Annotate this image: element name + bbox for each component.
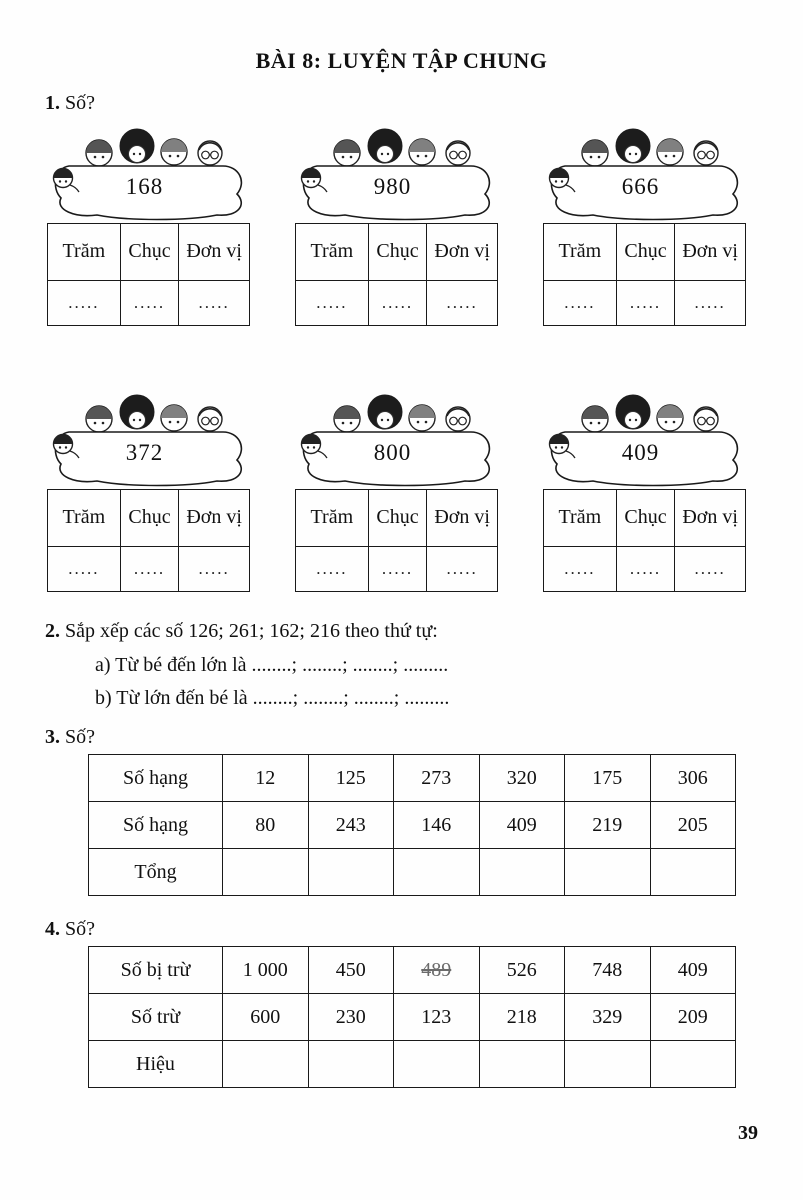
exercise-3-heading (45, 726, 95, 749)
table-row (89, 755, 736, 802)
hundreds-tens-units-table (543, 489, 746, 592)
col-header-tens: Chục (368, 224, 427, 281)
table-cell: 243 (308, 802, 394, 849)
table-row (89, 1041, 736, 1088)
hundreds-tens-units-table (47, 489, 250, 592)
number-card (543, 126, 746, 326)
exercise-2-text: Sắp xếp các số 126; 261; 162; 216 theo thứ tự: (65, 620, 438, 642)
col-header-tens: Chục (368, 490, 427, 547)
ex1-cards-row-1 (47, 126, 746, 326)
answer-cell: ..... (675, 281, 746, 326)
answer-cell: ..... (616, 547, 675, 592)
row-header: Số bị trừ (89, 947, 223, 994)
hundreds-tens-units-table (47, 223, 250, 326)
table-row (89, 994, 736, 1041)
exercise-2-number: 2. (45, 620, 60, 642)
table-row (89, 849, 736, 896)
children-illustration (295, 126, 498, 223)
answer-cell: ..... (368, 281, 427, 326)
number-card (543, 392, 746, 592)
table-cell: 306 (650, 755, 736, 802)
empty-answer-cell (479, 1041, 565, 1088)
table-cell: 125 (308, 755, 394, 802)
card-number: 800 (373, 440, 412, 465)
card-number: 666 (621, 174, 660, 199)
children-illustration (47, 126, 250, 223)
answer-cell: ..... (120, 547, 179, 592)
card-number: 980 (373, 174, 412, 199)
table-cell: 600 (223, 994, 309, 1041)
hundreds-tens-units-table (295, 489, 498, 592)
empty-answer-cell (479, 849, 565, 896)
exercise-2-line-a: a) Từ bé đến lớn là ........; ........; ........; ......... (95, 654, 449, 676)
table-cell: 748 (565, 947, 651, 994)
exercise-3-question: Số? (65, 726, 95, 748)
children-illustration (47, 392, 250, 489)
empty-answer-cell (223, 1041, 309, 1088)
table-cell: 80 (223, 802, 309, 849)
ex1-cards-row-2 (47, 392, 746, 592)
col-header-hundreds: Trăm (544, 490, 617, 547)
answer-cell: ..... (368, 547, 427, 592)
col-header-tens: Chục (120, 224, 179, 281)
answer-cell: ..... (427, 281, 498, 326)
empty-answer-cell (308, 849, 394, 896)
subtraction-table (88, 946, 736, 1088)
table-cell: 450 (308, 947, 394, 994)
empty-answer-cell (394, 849, 480, 896)
exercise-4-heading (45, 918, 95, 941)
exercise-2-heading (45, 620, 438, 643)
table-cell: 409 (650, 947, 736, 994)
answer-cell: ..... (544, 281, 617, 326)
table-cell: 1 000 (223, 947, 309, 994)
card-number: 168 (125, 174, 164, 199)
exercise-2-line-b: b) Từ lớn đến bé là ........; ........; ........; ......... (95, 687, 450, 709)
row-header: Số hạng (89, 802, 223, 849)
answer-cell: ..... (179, 547, 250, 592)
col-header-hundreds: Trăm (48, 224, 121, 281)
col-header-units: Đơn vị (675, 490, 746, 547)
number-card (47, 392, 250, 592)
number-card (47, 126, 250, 326)
table-cell: 329 (565, 994, 651, 1041)
number-card (295, 392, 498, 592)
table-cell: 219 (565, 802, 651, 849)
table-cell: 146 (394, 802, 480, 849)
row-header: Số trừ (89, 994, 223, 1041)
row-header: Số hạng (89, 755, 223, 802)
col-header-hundreds: Trăm (48, 490, 121, 547)
empty-answer-cell (308, 1041, 394, 1088)
row-header: Hiệu (89, 1041, 223, 1088)
table-cell: 218 (479, 994, 565, 1041)
exercise-4-number: 4. (45, 918, 60, 940)
table-cell: 123 (394, 994, 480, 1041)
exercise-1-question: Số? (65, 92, 95, 114)
answer-cell: ..... (48, 281, 121, 326)
table-cell: 409 (479, 802, 565, 849)
card-number: 409 (621, 440, 660, 465)
table-row (89, 947, 736, 994)
card-number: 372 (125, 440, 164, 465)
table-cell: 205 (650, 802, 736, 849)
col-header-units: Đơn vị (675, 224, 746, 281)
children-illustration (543, 126, 746, 223)
page-number: 39 (738, 1122, 758, 1144)
answer-cell: ..... (296, 547, 369, 592)
table-cell-smudged: 489 (394, 947, 480, 994)
table-cell: 230 (308, 994, 394, 1041)
col-header-units: Đơn vị (179, 224, 250, 281)
table-cell: 526 (479, 947, 565, 994)
children-illustration (543, 392, 746, 489)
addition-table (88, 754, 736, 896)
empty-answer-cell (223, 849, 309, 896)
exercise-3-number: 3. (45, 726, 60, 748)
col-header-tens: Chục (120, 490, 179, 547)
empty-answer-cell (650, 849, 736, 896)
col-header-tens: Chục (616, 224, 675, 281)
exercise-1-heading (45, 92, 95, 115)
col-header-units: Đơn vị (179, 490, 250, 547)
answer-cell: ..... (427, 547, 498, 592)
empty-answer-cell (394, 1041, 480, 1088)
hundreds-tens-units-table (543, 223, 746, 326)
table-row (89, 802, 736, 849)
page-title: BÀI 8: LUYỆN TẬP CHUNG (255, 48, 548, 73)
children-illustration (295, 392, 498, 489)
col-header-hundreds: Trăm (296, 224, 369, 281)
answer-cell: ..... (296, 281, 369, 326)
col-header-hundreds: Trăm (296, 490, 369, 547)
exercise-1-number: 1. (45, 92, 60, 114)
answer-cell: ..... (179, 281, 250, 326)
table-cell: 175 (565, 755, 651, 802)
table-cell: 12 (223, 755, 309, 802)
col-header-units: Đơn vị (427, 224, 498, 281)
number-card (295, 126, 498, 326)
exercise-4-question: Số? (65, 918, 95, 940)
answer-cell: ..... (48, 547, 121, 592)
answer-cell: ..... (675, 547, 746, 592)
empty-answer-cell (565, 1041, 651, 1088)
table-cell: 273 (394, 755, 480, 802)
answer-cell: ..... (544, 547, 617, 592)
col-header-hundreds: Trăm (544, 224, 617, 281)
empty-answer-cell (650, 1041, 736, 1088)
answer-cell: ..... (616, 281, 675, 326)
empty-answer-cell (565, 849, 651, 896)
row-header: Tổng (89, 849, 223, 896)
answer-cell: ..... (120, 281, 179, 326)
col-header-units: Đơn vị (427, 490, 498, 547)
table-cell: 209 (650, 994, 736, 1041)
hundreds-tens-units-table (295, 223, 498, 326)
col-header-tens: Chục (616, 490, 675, 547)
table-cell: 320 (479, 755, 565, 802)
